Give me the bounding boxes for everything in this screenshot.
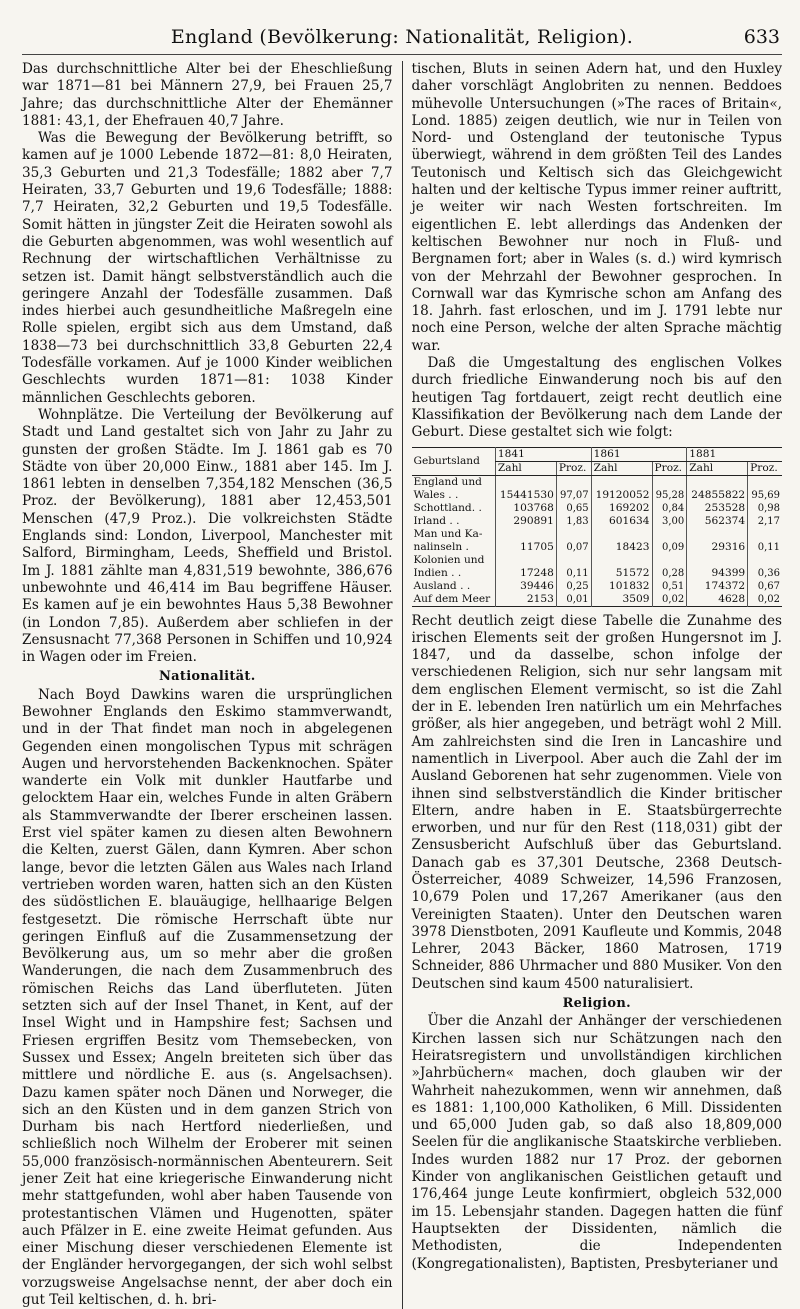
table-cell-percent: 95,28 (652, 489, 687, 502)
table-cell-empty (495, 475, 556, 489)
paragraph-immigration: Daß die Umgestaltung des englischen Volkes durch friedliche Einwanderung noch bis auf den heutigen Tag fortdauert, zeigt recht deutlich eine Klassifikation der Bevölkerung nach dem Lande der Geburt. Diese gestaltet sich wie folgt: (411, 355, 782, 441)
table-cell-count: 103768 (495, 502, 556, 515)
table-cell-empty (687, 554, 748, 567)
table-row-label: England und (413, 475, 482, 488)
table-cell-percent: 0,28 (652, 567, 687, 580)
table-row (412, 489, 783, 502)
table-cell-percent: 0,84 (652, 502, 687, 515)
table-cell-count: 19120052 (591, 489, 652, 502)
table-sub-header: Zahl (591, 461, 652, 475)
table-cell-empty (495, 528, 556, 541)
table-cell-count: 17248 (495, 567, 556, 580)
table-row-label: Irland . . (413, 514, 460, 527)
paragraph-british-blood: tischen, Bluts in seinen Adern hat, und den Huxley daher vorschlägt Anglobriten zu nennen. Beddoes mühevolle Untersuchungen (»The races of Britain«, Lond. 1885) zeigen deutlich, wie nur in Teilen von Nord- und Ostengland der teutonische Typus überwiegt, während in dem größten Teil des Landes Teutonisch und Keltisch sich das Gleichgewicht halten und der keltische Typus immer reiner auftritt, je weiter wir nach Westen fortschreiten. Im eigentlichen E. lebt allerdings das Andenken der keltischen Bewohner nur noch in Fluß- und Bergnamen fort; aber in Wales (s. d.) wird kymrisch von der Mehrzahl der Bewohner gesprochen. In Cornwall war das Kymrische schon am Anfang des 18. Jahrh. fast erloschen, und im J. 1791 lebte nur noch eine Person, welche der alten Sprache mächtig war. (411, 61, 782, 354)
page-number: 633 (743, 26, 780, 48)
table-cell-percent: 0,02 (748, 593, 782, 607)
left-column (22, 61, 403, 1309)
table-cell-empty (556, 554, 591, 567)
table-cell-count: 174372 (687, 580, 748, 593)
table-row-label: Wales . . (413, 488, 459, 501)
table-cell-empty (687, 475, 748, 489)
table-cell-count: 253528 (687, 502, 748, 515)
paragraph-nationality: Nach Boyd Dawkins waren die ursprünglichen Bewohner Englands den Eskimo stammverwandt, und in der That findet man noch in abgelegenen Gegenden einen mongolischen Typus mit schrägen Augen und hervorstehenden Backenknochen. Später wanderte ein Volk mit dunkler Hautfarbe und gelocktem Haar ein, welches Funde in alten Gräbern als Stammverwandte der Iberer erscheinen lassen. Erst viel später kamen zu diesen alten Bewohnern die Kelten, zuerst Gälen, dann Kymren. Aber schon lange, bevor die letzten Gälen aus Wales nach Irland vertrieben worden waren, hatten sich an den Küsten des südöstlichen E. blauäugige, hellhaarige Belgen festgesetzt. Die römische Herrschaft übte nur geringen Einfluß auf die Zusammensetzung der Bevölkerung aus, um so mehr aber die großen Wanderungen, die nach dem Zusammenbruch des römischen Reichs das Land überfluteten. Jüten setzten sich auf der Insel Thanet, in Kent, auf der Insel Wight und in Hampshire fest; Sachsen und Friesen ergriffen Besitz vom Themsebecken, von Sussex und Essex; Angeln breiteten sich über das mittlere und nördliche E. aus (s. Angelsachsen). Dazu kamen später noch Dänen und Norweger, die sich an den Küsten und in dem ganzen Strich von Durham bis nach Hertford niederließen, und schließlich noch Wilhelm der Eroberer mit seinen 55,000 französisch-normännischen Abenteurern. Seit jener Zeit hat eine kriegerische Einwanderung nicht mehr stattgefunden, wohl aber haben Tausende von protestantischen Vlämen und Hugenotten, später auch Pfälzer in E. eine zweite Heimat gefunden. Aus einer Mischung dieser verschiedenen Elemente ist der Engländer hervorgegangen, der sich wohl selbst vorzugsweise Angelsachse nennt, der aber doch ein gut Teil keltischen, d. h. bri- (22, 686, 393, 1309)
table-sub-header: Zahl (687, 461, 748, 475)
table-cell-empty (748, 475, 782, 489)
table-cell-count: 3509 (591, 593, 652, 607)
table-cell-percent: 0,11 (748, 541, 782, 554)
table-cell-empty (495, 554, 556, 567)
table-row (412, 554, 783, 567)
table-cell-count: 29316 (687, 541, 748, 554)
table-cell-percent: 97,07 (556, 489, 591, 502)
table-cell-empty (591, 528, 652, 541)
table-cell-percent: 0,07 (556, 541, 591, 554)
table-sub-header: Proz. (748, 461, 782, 475)
table-cell-percent: 0,98 (748, 502, 782, 515)
table-cell-empty (652, 554, 687, 567)
table-cell-empty (687, 528, 748, 541)
table-row-label: nalinseln . (413, 540, 469, 553)
table-cell-count: 24855822 (687, 489, 748, 502)
table-row (412, 541, 783, 554)
text-columns (22, 61, 782, 1309)
table-cell-count: 15441530 (495, 489, 556, 502)
table-cell-empty (556, 475, 591, 489)
table-cell-percent: 0,01 (556, 593, 591, 607)
paragraph-marriage-age: Das durchschnittliche Alter bei der Eheschließung war 1871—81 bei Männern 27,9, bei Frauen 25,7 Jahre; das durchschnittliche Alter der Ehemänner 1881: 43,1, der Ehefrauen 40,7 Jahre. (22, 61, 393, 129)
table-cell-percent: 95,69 (748, 489, 782, 502)
page-header (22, 22, 782, 55)
table-row-header: Geburtsland (412, 447, 496, 475)
table-row-label: Man und Ka- (413, 527, 483, 540)
table-cell-percent: 0,02 (652, 593, 687, 607)
heading-religion: Religion. (562, 996, 631, 1012)
table-row-label: Indien . . (413, 566, 462, 579)
table-row (412, 580, 783, 593)
table-body (412, 475, 783, 606)
table-row (412, 502, 783, 515)
right-column (403, 61, 783, 1309)
table-cell-count: 94399 (687, 567, 748, 580)
table-cell-count: 51572 (591, 567, 652, 580)
table-row (412, 515, 783, 528)
table-cell-count: 18423 (591, 541, 652, 554)
table-row (412, 593, 783, 607)
table-cell-percent: 2,17 (748, 515, 782, 528)
table-cell-empty (652, 475, 687, 489)
table-row-label: Kolonien und (413, 553, 485, 566)
paragraph-settlements: Wohnplätze. Die Verteilung der Bevölkerung auf Stadt und Land gestaltet sich von Jahr zu Jahr zu gunsten der großen Städte. Im J. 1861 gab es 70 Städte von über 20,000 Einw., 1881 aber 145. Im J. 1861 lebten in denselben 7,354,182 Menschen (36,5 Proz. der Bevölkerung), 1881 aber 12,453,501 Menschen (47,9 Proz.). Die volkreichsten Städte Englands sind: London, Liverpool, Manchester mit Salford, Birmingham, Leeds, Sheffield und Bristol. Im J. 1881 zählte man 4,831,519 bewohnte, 386,676 unbewohnte und 46,414 im Bau begriffene Häuser. Es kamen auf je ein bewohntes Haus 5,38 Bewohner (in London 7,85). Außerdem aber schliefen in der Zensusnacht 77,368 Personen in Schiffen und 10,924 in Wagen oder im Freien. (22, 406, 393, 666)
table-row-label: Schottland. . (413, 501, 482, 514)
table-cell-percent: 0,67 (748, 580, 782, 593)
table-cell-count: 39446 (495, 580, 556, 593)
table-cell-count: 601634 (591, 515, 652, 528)
table-cell-percent: 0,36 (748, 567, 782, 580)
table-sub-header: Proz. (556, 461, 591, 475)
table-cell-empty (748, 554, 782, 567)
paragraph-population-movement: Was die Bewegung der Bevölkerung betrifft, so kamen auf je 1000 Lebende 1872—81: 8,0 Heiraten, 35,3 Geburten und 21,3 Todesfälle; 1882 aber 7,7 Heiraten, 33,7 Geburten und 19,6 Todesfälle; 1888: 7,7 Heiraten, 32,2 Geburten und 19,5 Todesfälle. Somit hätten in jüngster Zeit die Heiraten sowohl als die Geburten abgenommen, was wohl wesentlich auf Rechnung der wirtschaftlichen Verhältnisse zu setzen ist. Damit hängt selbstverständlich auch die geringere Anzahl der Todesfälle zusammen. Daß indes hierbei auch gesundheitliche Maßregeln eine Rolle spielen, ergibt sich aus dem Umstand, daß 1838—73 bei durchschnittlich 33,8 Geburten 22,4 Todesfälle vorkamen. Auf je 1000 Kinder weiblichen Geschlechts wurden 1871—81: 1038 Kinder männlichen Geschlechts geboren. (22, 130, 393, 406)
table-cell-empty (591, 554, 652, 567)
table-cell-count: 169202 (591, 502, 652, 515)
table-row (412, 567, 783, 580)
table-cell-count: 290891 (495, 515, 556, 528)
table-year-header: 1841 (495, 447, 591, 461)
table-cell-empty (591, 475, 652, 489)
table-cell-empty (652, 528, 687, 541)
table-row-label: Auf dem Meer (413, 592, 491, 605)
table-cell-empty (748, 528, 782, 541)
heading-nationality: Nationalität. (158, 669, 256, 685)
table-cell-percent: 3,00 (652, 515, 687, 528)
table-cell-count: 4628 (687, 593, 748, 607)
table-sub-header: Proz. (652, 461, 687, 475)
table-cell-count: 11705 (495, 541, 556, 554)
table-cell-percent: 0,11 (556, 567, 591, 580)
table-cell-count: 101832 (591, 580, 652, 593)
table-row (412, 475, 783, 489)
birthplace-table (412, 447, 783, 607)
table-cell-percent: 0,09 (652, 541, 687, 554)
table-cell-percent: 0,51 (652, 580, 687, 593)
table-cell-empty (556, 528, 591, 541)
table-year-header: 1861 (591, 447, 687, 461)
running-title: England (Bevölkerung: Nationalität, Religion). (170, 26, 634, 48)
table-sub-header: Zahl (495, 461, 556, 475)
table-cell-percent: 0,25 (556, 580, 591, 593)
table-cell-percent: 0,65 (556, 502, 591, 515)
table-year-header: 1881 (687, 447, 782, 461)
table-row-label: Ausland . . (413, 579, 471, 592)
paragraph-religion: Über die Anzahl der Anhänger der verschiedenen Kirchen lassen sich nur Schätzungen nach den Heiratsregistern und unvollständigen kirchlichen »Jahrbüchern« machen, doch glauben wir der Wahrheit nahezukommen, wenn wir annehmen, daß es 1881: 1,100,000 Katholiken, 6 Mill. Dissidenten und 65,000 Juden gab, so daß also 18,809,000 Seelen für die anglikanische Staatskirche verblieben. Indes wurden 1882 nur 17 Proz. der gebornen Kinder von anglikanischen Geistlichen getauft und 176,464 junge Leute konfirmiert, obgleich 532,000 im 15. Lebensjahr standen. Dagegen hatten die fünf Hauptsekten der Dissidenten, nämlich die Methodisten, die Independenten (Kongregationalisten), Baptisten, Presbyterianer und (411, 1013, 782, 1272)
table-cell-percent: 1,83 (556, 515, 591, 528)
table-row (412, 528, 783, 541)
table-cell-count: 2153 (495, 593, 556, 607)
paragraph-irish-element: Recht deutlich zeigt diese Tabelle die Zunahme des irischen Elements seit der großen Hungersnot im J. 1847, und da dasselbe, schon infolge der verschiedenen Religion, sich nur sehr langsam mit dem englischen Element vermischt, so ist die Zahl der in E. lebenden Iren natürlich um ein Mehrfaches größer, als hier angegeben, und beträgt wohl 2 Mill. Am zahlreichsten sind die Iren in Lancashire und namentlich in Liverpool. Aber auch die Zahl der im Ausland Geborenen hat sehr zugenommen. Viele von ihnen sind selbstverständlich die Kinder britischer Eltern, andre haben in E. Staatsbürgerrechte erworben, und nur für den Rest (118,031) gibt der Zensusbericht Aufschluß über das Geburtsland. Danach gab es 37,301 Deutsche, 2368 Deutsch-Österreicher, 4089 Schweizer, 14,596 Franzosen, 10,679 Polen und 17,267 Amerikaner (aus den Vereinigten Staaten). Unter den Deutschen waren 3978 Dienstboten, 2091 Kaufleute und Kommis, 2048 Lehrer, 2043 Bäcker, 1860 Matrosen, 1719 Schneider, 886 Uhrmacher und 880 Musiker. Von den Deutschen sind kaum 4500 naturalisiert. (411, 612, 782, 992)
table-cell-count: 562374 (687, 515, 748, 528)
